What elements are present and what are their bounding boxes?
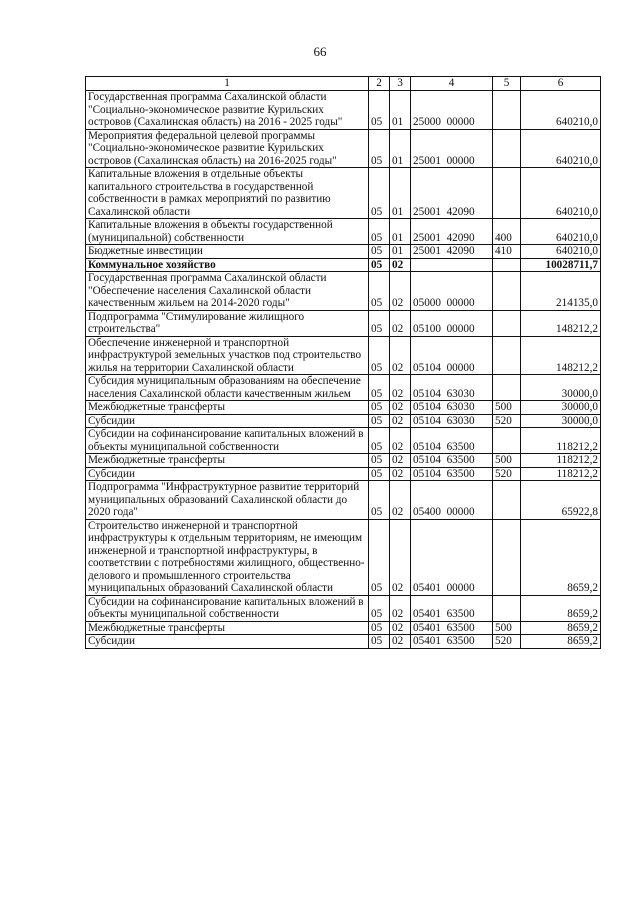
row-name-cell: Бюджетные инвестиции <box>86 245 369 259</box>
row-subsection-cell: 02 <box>390 310 411 336</box>
row-section-cell: 05 <box>369 272 390 311</box>
row-amount-cell: 8659,2 <box>521 595 601 621</box>
row-amount-cell: 8659,2 <box>521 635 601 649</box>
row-subsection-cell: 02 <box>390 258 411 272</box>
row-subsection-cell: 02 <box>390 621 411 635</box>
row-target-article-cell: 05104 63030 <box>411 375 493 401</box>
row-name-cell: Обеспечение инженерной и транспортной инфраструктурой земельных участков под строительство жилья на территории Сахалинской области <box>86 336 369 375</box>
row-expense-type-cell <box>493 519 521 595</box>
row-target-article-cell: 05104 63500 <box>411 467 493 481</box>
row-expense-type-cell: 500 <box>493 401 521 415</box>
row-subsection-cell: 02 <box>390 428 411 454</box>
row-name-cell: Капитальные вложения в отдельные объекты капитального строительства в государственной собственности в рамках мероприятий по развитию Сахалинской области <box>86 168 369 219</box>
row-target-article-cell: 05401 63500 <box>411 595 493 621</box>
row-subsection-cell: 01 <box>390 168 411 219</box>
row-amount-cell: 214135,0 <box>521 272 601 311</box>
table-row <box>86 595 601 621</box>
row-target-article-cell <box>411 258 493 272</box>
row-expense-type-cell <box>493 310 521 336</box>
page-number: 66 <box>313 44 327 59</box>
row-name-cell: Коммунальное хозяйство <box>86 258 369 272</box>
table-row <box>86 428 601 454</box>
row-expense-type-cell <box>493 336 521 375</box>
table-row <box>86 219 601 245</box>
col-header-amount: 6 <box>521 77 601 91</box>
table-row <box>86 467 601 481</box>
row-expense-type-cell <box>493 428 521 454</box>
row-subsection-cell: 02 <box>390 454 411 468</box>
row-section-cell: 05 <box>369 621 390 635</box>
table-row <box>86 310 601 336</box>
row-name-cell: Мероприятия федеральной целевой программы "Социально-экономическое развитие Курильских островов (Сахалинская область) на 2016-2025 годы" <box>86 129 369 168</box>
table-row <box>86 481 601 520</box>
row-amount-cell: 640210,0 <box>521 245 601 259</box>
table-row <box>86 129 601 168</box>
row-name-cell: Капитальные вложения в объекты государственной (муниципальной) собственности <box>86 219 369 245</box>
row-section-cell: 05 <box>369 414 390 428</box>
row-subsection-cell: 02 <box>390 595 411 621</box>
row-name-cell: Строительство инженерной и транспортной инфраструктуры к отдельным территориям, не имеющим инженерной и транспортной инфраструктуры, в соответствии с потребностями жилищного, общественно-делового и промышленного строительства муниципальных образований Сахалинской области <box>86 519 369 595</box>
row-name-cell: Субсидии <box>86 467 369 481</box>
col-header-section: 2 <box>369 77 390 91</box>
row-subsection-cell: 01 <box>390 91 411 130</box>
row-expense-type-cell: 500 <box>493 454 521 468</box>
row-name-cell: Межбюджетные трансферты <box>86 454 369 468</box>
row-subsection-cell: 01 <box>390 129 411 168</box>
row-name-cell: Подпрограмма "Инфраструктурное развитие территорий муниципальных образований Сахалинской области до 2020 года" <box>86 481 369 520</box>
row-expense-type-cell: 410 <box>493 245 521 259</box>
col-header-name: 1 <box>86 77 369 91</box>
row-section-cell: 05 <box>369 454 390 468</box>
row-expense-type-cell <box>493 595 521 621</box>
row-target-article-cell: 05104 63500 <box>411 428 493 454</box>
row-section-cell: 05 <box>369 245 390 259</box>
row-subsection-cell: 02 <box>390 467 411 481</box>
row-section-cell: 05 <box>369 428 390 454</box>
row-subsection-cell: 02 <box>390 272 411 311</box>
row-amount-cell: 8659,2 <box>521 519 601 595</box>
row-expense-type-cell: 520 <box>493 414 521 428</box>
table-row <box>86 519 601 595</box>
row-expense-type-cell <box>493 129 521 168</box>
row-target-article-cell: 05104 00000 <box>411 336 493 375</box>
table-row <box>86 272 601 311</box>
table-row <box>86 375 601 401</box>
row-expense-type-cell <box>493 168 521 219</box>
row-expense-type-cell: 400 <box>493 219 521 245</box>
row-section-cell: 05 <box>369 129 390 168</box>
row-subsection-cell: 02 <box>390 635 411 649</box>
row-section-cell: 05 <box>369 336 390 375</box>
budget-table <box>85 76 601 649</box>
row-amount-cell: 8659,2 <box>521 621 601 635</box>
row-name-cell: Субсидии на софинансирование капитальных вложений в объекты муниципальной собственности <box>86 428 369 454</box>
row-name-cell: Государственная программа Сахалинской области "Социально-экономическое развитие Курильских островов (Сахалинская область) на 2016 - 2025 годы" <box>86 91 369 130</box>
row-expense-type-cell <box>493 258 521 272</box>
row-target-article-cell: 25000 00000 <box>411 91 493 130</box>
row-expense-type-cell: 500 <box>493 621 521 635</box>
table-row <box>86 635 601 649</box>
table-row <box>86 454 601 468</box>
row-amount-cell: 118212,2 <box>521 467 601 481</box>
row-section-cell: 05 <box>369 481 390 520</box>
row-target-article-cell: 05401 00000 <box>411 519 493 595</box>
row-target-article-cell: 25001 42090 <box>411 219 493 245</box>
row-subsection-cell: 02 <box>390 481 411 520</box>
row-expense-type-cell <box>493 481 521 520</box>
row-subsection-cell: 02 <box>390 375 411 401</box>
row-section-cell: 05 <box>369 219 390 245</box>
row-target-article-cell: 05104 63030 <box>411 401 493 415</box>
row-name-cell: Государственная программа Сахалинской области "Обеспечение населения Сахалинской области качественным жильем на 2014-2020 годы" <box>86 272 369 311</box>
row-section-cell: 05 <box>369 635 390 649</box>
table-row <box>86 168 601 219</box>
table-row <box>86 258 601 272</box>
row-amount-cell: 640210,0 <box>521 91 601 130</box>
row-name-cell: Субсидии <box>86 635 369 649</box>
row-subsection-cell: 02 <box>390 519 411 595</box>
row-target-article-cell: 25001 00000 <box>411 129 493 168</box>
row-amount-cell: 30000,0 <box>521 401 601 415</box>
row-name-cell: Субсидии <box>86 414 369 428</box>
table-row <box>86 401 601 415</box>
row-subsection-cell: 02 <box>390 401 411 415</box>
row-target-article-cell: 05104 63030 <box>411 414 493 428</box>
row-target-article-cell: 05400 00000 <box>411 481 493 520</box>
row-amount-cell: 10028711,7 <box>521 258 601 272</box>
row-subsection-cell: 01 <box>390 245 411 259</box>
row-subsection-cell: 02 <box>390 414 411 428</box>
row-expense-type-cell <box>493 375 521 401</box>
row-name-cell: Подпрограмма "Стимулирование жилищного строительства" <box>86 310 369 336</box>
col-header-expense-type: 5 <box>493 77 521 91</box>
row-expense-type-cell <box>493 91 521 130</box>
row-target-article-cell: 25001 42090 <box>411 168 493 219</box>
table-row <box>86 245 601 259</box>
row-subsection-cell: 01 <box>390 219 411 245</box>
row-amount-cell: 65922,8 <box>521 481 601 520</box>
table-row <box>86 414 601 428</box>
row-section-cell: 05 <box>369 310 390 336</box>
table-row <box>86 621 601 635</box>
row-target-article-cell: 05104 63500 <box>411 454 493 468</box>
row-section-cell: 05 <box>369 467 390 481</box>
row-name-cell: Межбюджетные трансферты <box>86 401 369 415</box>
row-section-cell: 05 <box>369 258 390 272</box>
row-expense-type-cell: 520 <box>493 467 521 481</box>
row-section-cell: 05 <box>369 91 390 130</box>
row-name-cell: Субсидии на софинансирование капитальных вложений в объекты муниципальной собственности <box>86 595 369 621</box>
table-row <box>86 91 601 130</box>
row-section-cell: 05 <box>369 375 390 401</box>
row-amount-cell: 148212,2 <box>521 336 601 375</box>
col-header-target-article: 4 <box>411 77 493 91</box>
row-amount-cell: 30000,0 <box>521 375 601 401</box>
row-subsection-cell: 02 <box>390 336 411 375</box>
row-name-cell: Межбюджетные трансферты <box>86 621 369 635</box>
row-amount-cell: 118212,2 <box>521 428 601 454</box>
table-row <box>86 336 601 375</box>
row-section-cell: 05 <box>369 401 390 415</box>
table-header-row <box>86 77 601 91</box>
row-amount-cell: 30000,0 <box>521 414 601 428</box>
row-amount-cell: 640210,0 <box>521 129 601 168</box>
row-name-cell: Субсидия муниципальным образованиям на обеспечение населения Сахалинской области качественным жильем <box>86 375 369 401</box>
row-amount-cell: 148212,2 <box>521 310 601 336</box>
row-section-cell: 05 <box>369 519 390 595</box>
row-target-article-cell: 05100 00000 <box>411 310 493 336</box>
row-amount-cell: 118212,2 <box>521 454 601 468</box>
row-target-article-cell: 05000 00000 <box>411 272 493 311</box>
row-target-article-cell: 05401 63500 <box>411 621 493 635</box>
row-target-article-cell: 25001 42090 <box>411 245 493 259</box>
row-section-cell: 05 <box>369 168 390 219</box>
row-amount-cell: 640210,0 <box>521 219 601 245</box>
row-amount-cell: 640210,0 <box>521 168 601 219</box>
row-expense-type-cell: 520 <box>493 635 521 649</box>
row-target-article-cell: 05401 63500 <box>411 635 493 649</box>
row-section-cell: 05 <box>369 595 390 621</box>
row-expense-type-cell <box>493 272 521 311</box>
col-header-subsection: 3 <box>390 77 411 91</box>
